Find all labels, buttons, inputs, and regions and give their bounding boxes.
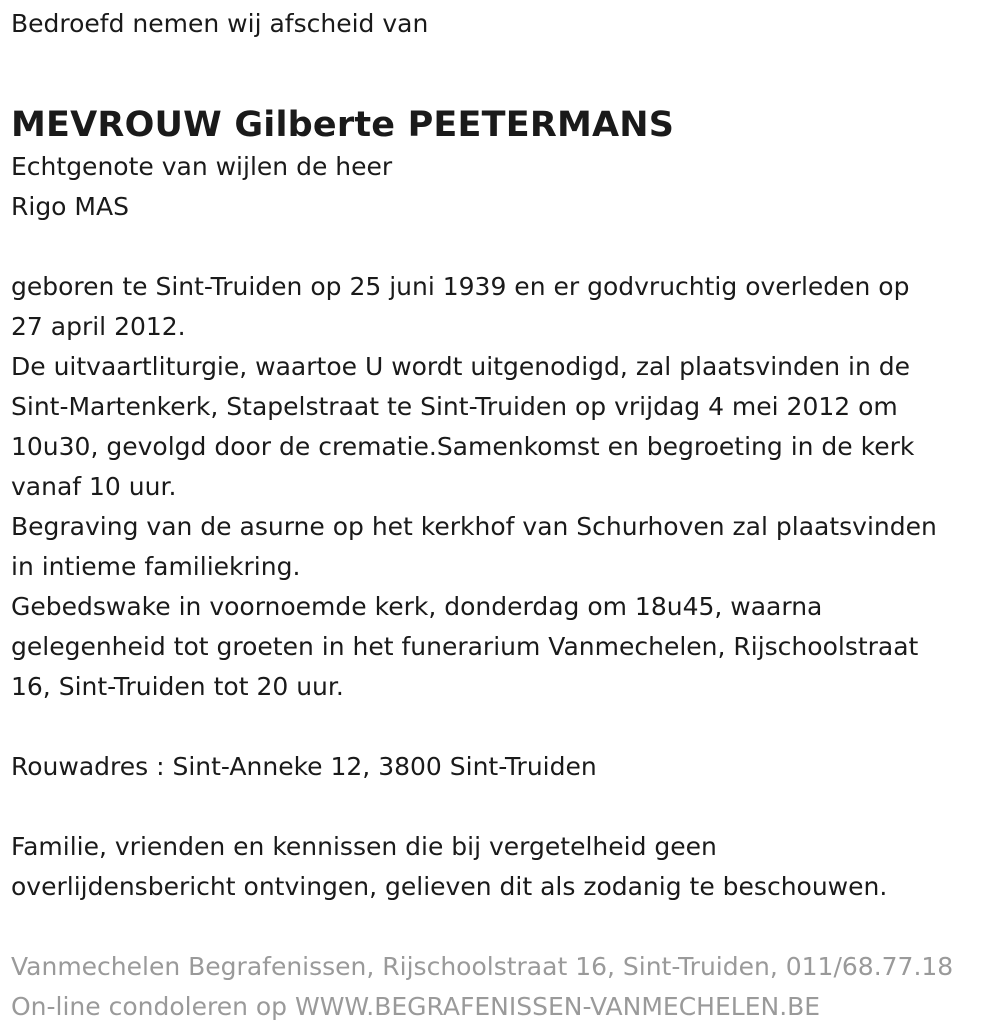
details-line: in intieme familiekring. [11,552,301,581]
obituary-notice [11,4,991,1027]
notice-line: Familie, vrienden en kennissen die bij vergetelheid geen [11,832,717,861]
online-condolence-line: On-line condoleren op WWW.BEGRAFENISSEN-VANMECHELEN.BE [11,992,821,1021]
details-line: gelegenheid tot groeten in het funerarium Vanmechelen, Rijschoolstraat [11,632,919,661]
details-line: 27 april 2012. [11,312,186,341]
spacer [11,787,991,827]
funeral-home-contact: Vanmechelen Begrafenissen, Rijschoolstraat 16, Sint-Truiden, 011/68.77.18 [11,952,954,981]
notice-line: overlijdensbericht ontvingen, gelieven dit als zodanig te beschouwen. [11,872,888,901]
details-line: Begraving van de asurne op het kerkhof van Schurhoven zal plaatsvinden [11,512,937,541]
details-line: 10u30, gevolgd door de crematie.Samenkomst en begroeting in de kerk [11,432,915,461]
spacer [11,707,991,747]
details-line: 16, Sint-Truiden tot 20 uur. [11,672,344,701]
spouse-line: Echtgenote van wijlen de heer [11,152,393,181]
mourning-address: Rouwadres : Sint-Anneke 12, 3800 Sint-Truiden [11,752,597,781]
details-block [11,267,991,707]
funeral-home-footer [11,947,991,1027]
spouse-block [11,147,991,227]
notice-block [11,827,991,907]
details-line: De uitvaartliturgie, waartoe U wordt uitgenodigd, zal plaatsvinden in de [11,352,911,381]
spouse-name: Rigo MAS [11,192,129,221]
spacer [11,227,991,267]
details-line: vanaf 10 uur. [11,472,177,501]
details-line: Sint-Martenkerk, Stapelstraat te Sint-Truiden op vrijdag 4 mei 2012 om [11,392,898,421]
spacer [11,907,991,947]
opening-line: Bedroefd nemen wij afscheid van [11,9,429,38]
details-line: geboren te Sint-Truiden op 25 juni 1939 en er godvruchtig overleden op [11,272,910,301]
details-line: Gebedswake in voornoemde kerk, donderdag om 18u45, waarna [11,592,823,621]
deceased-name: MEVROUW Gilberte PEETERMANS [11,105,675,145]
